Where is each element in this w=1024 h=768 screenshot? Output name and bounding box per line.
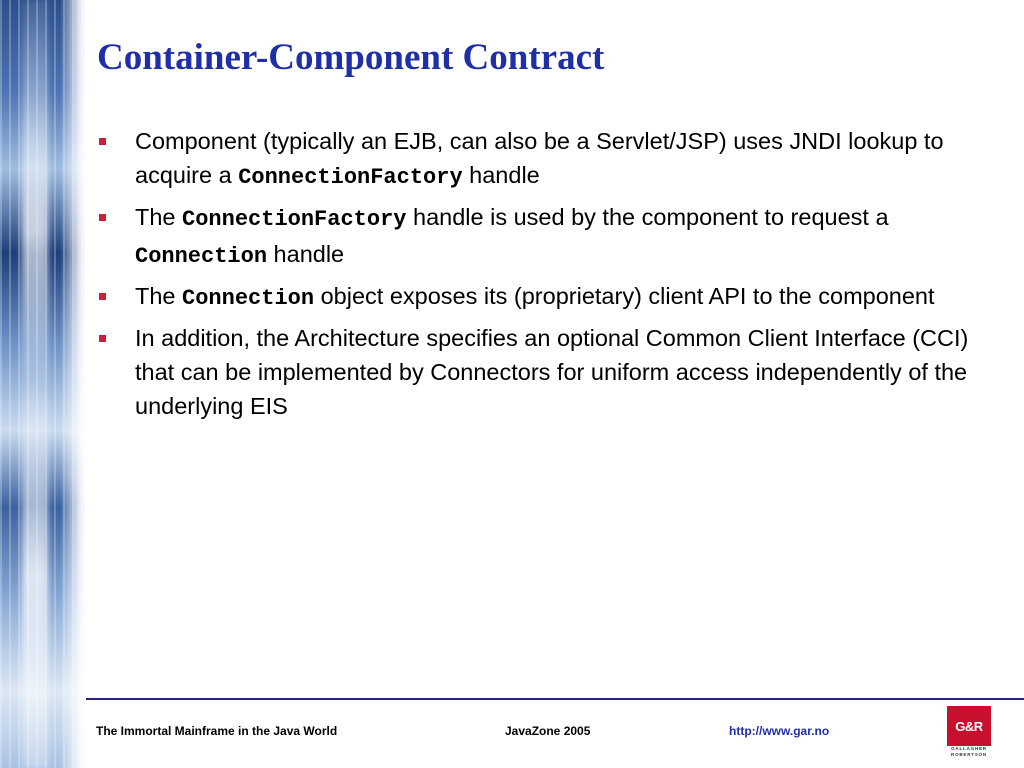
bullet-square-icon: [99, 138, 106, 145]
bullet-item: [97, 279, 987, 316]
bullet-text: The: [135, 204, 183, 230]
bullet-item: [97, 124, 987, 195]
bullet-text: handle: [267, 241, 345, 267]
slide-title: Container-Component Contract: [97, 37, 605, 78]
bullet-item: [97, 200, 987, 274]
gar-logo: [947, 706, 991, 764]
bullet-square-icon: [99, 335, 106, 342]
bullet-square-icon: [99, 214, 106, 221]
code-term: ConnectionFactory: [238, 165, 463, 190]
footer-url-link[interactable]: http://www.gar.no: [729, 724, 830, 738]
bullet-item: [97, 321, 987, 423]
logo-mark: G&R: [947, 706, 991, 746]
bullet-square-icon: [99, 293, 106, 300]
footer-event: JavaZone 2005: [505, 724, 591, 738]
footer-rule: [86, 698, 1024, 700]
logo-line-1: GALLAGHER: [951, 746, 987, 751]
bullet-text: In addition, the Architecture specifies an optional Common Client Interface (CCI) that can be implemented by Connectors for uniform access independently of the underlying EIS: [135, 325, 969, 419]
bullet-text: handle: [462, 162, 540, 188]
bullet-text: handle is used by the component to request a: [406, 204, 889, 230]
bullet-text: The: [135, 283, 183, 309]
code-term: Connection: [135, 244, 268, 269]
bullet-list: [97, 124, 987, 428]
logo-line-2: ROBERTSON: [951, 752, 987, 757]
bullet-text: object exposes its (proprietary) client API to the component: [314, 283, 935, 309]
code-term: ConnectionFactory: [182, 207, 407, 232]
bullet-text: Component (typically an EJB, can also be a Servlet/JSP) uses JNDI lookup to acquire a: [135, 128, 944, 188]
code-term: Connection: [182, 286, 315, 311]
decorative-side-image: [0, 0, 86, 768]
footer-presentation-title: The Immortal Mainframe in the Java World: [96, 724, 338, 738]
